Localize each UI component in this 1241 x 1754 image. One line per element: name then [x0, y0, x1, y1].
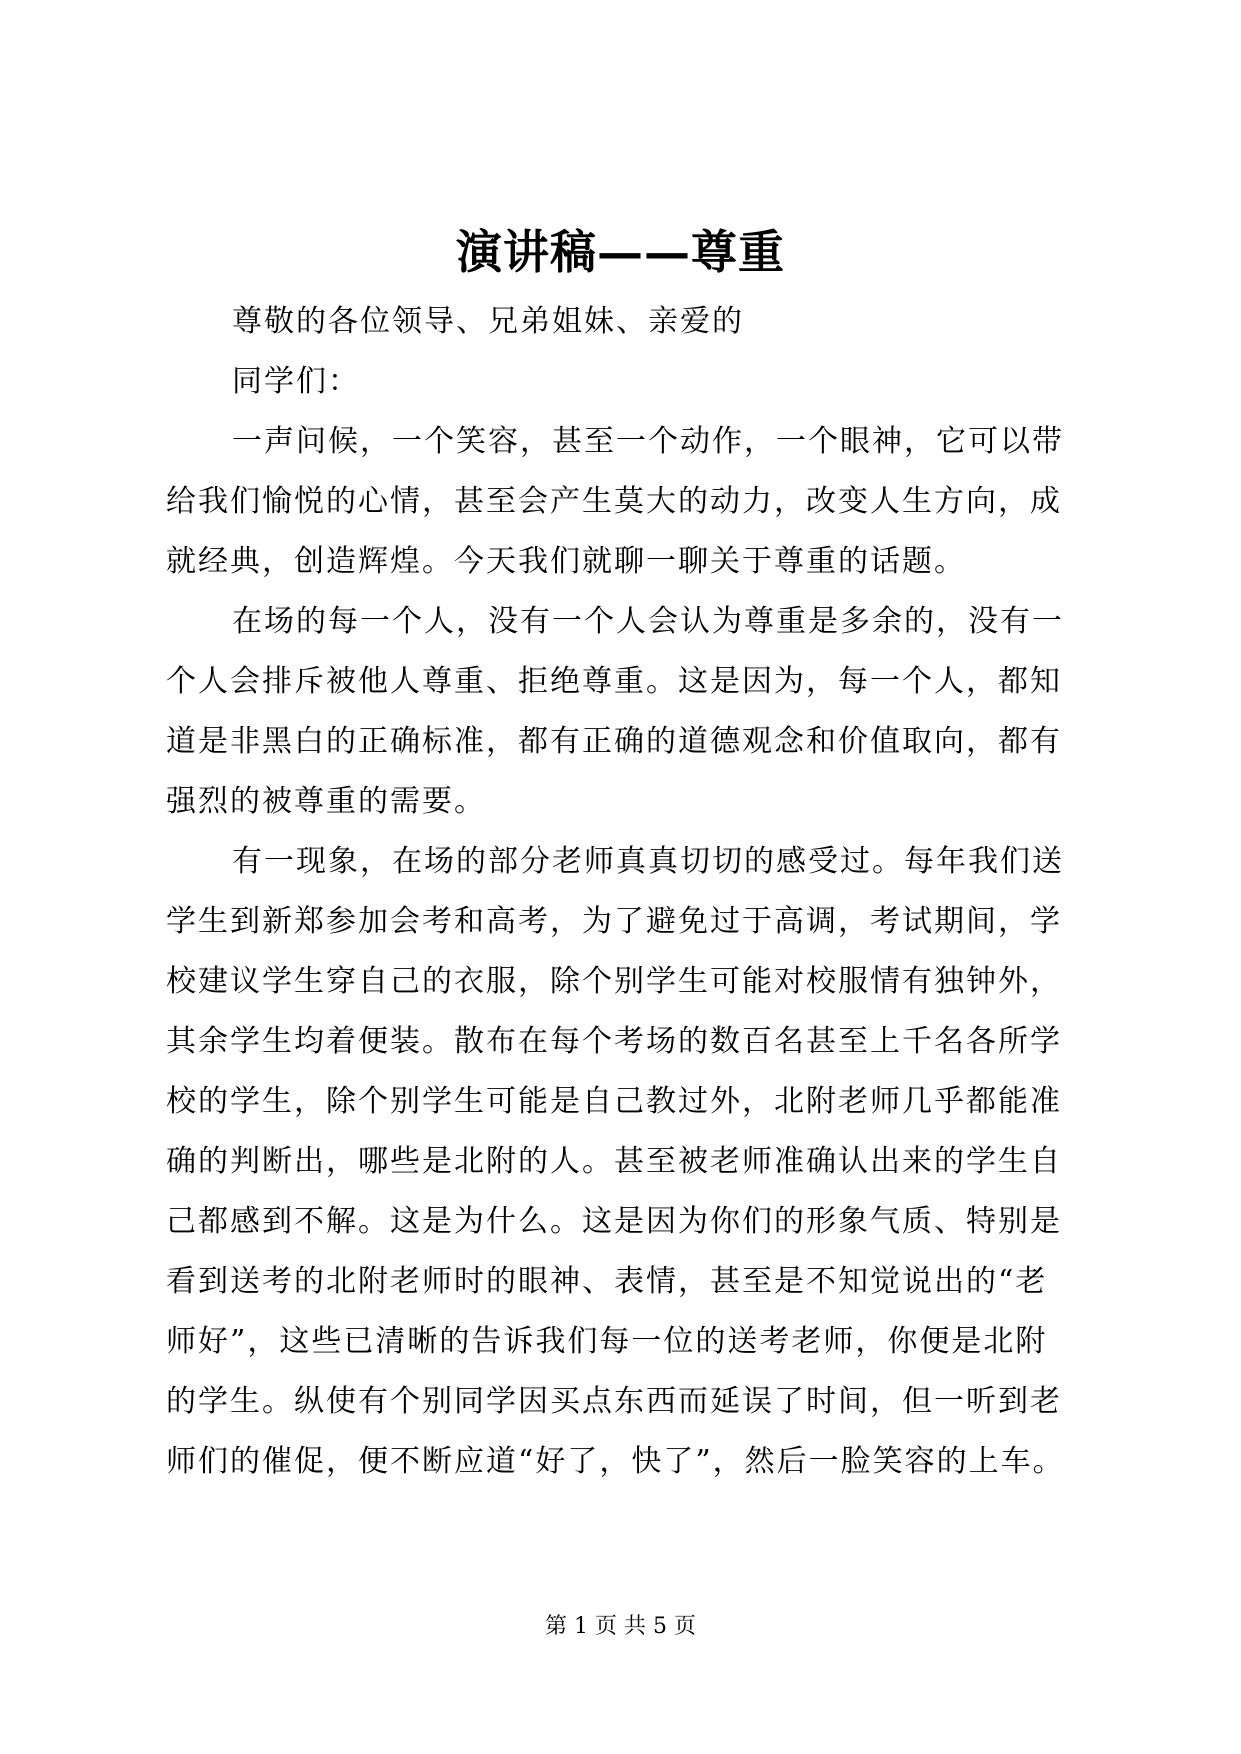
text-line: 个人会排斥被他人尊重、拒绝尊重。这是因为，每一个人，都知 [166, 664, 1062, 699]
document-body [166, 292, 1086, 1492]
text-line: 的学生。纵使有个别同学因买点东西而延误了时间，但一听到老 [166, 1384, 1062, 1419]
text-line: 其余学生均着便装。散布在每个考场的数百名甚至上千名各所学 [166, 1024, 1062, 1059]
text-line: 己都感到不解。这是为什么。这是因为你们的形象气质、特别是 [166, 1204, 1062, 1239]
text-line: 校建议学生穿自己的衣服，除个别学生可能对校服情有独钟外， [166, 964, 1062, 999]
text-line: 师们的催促，便不断应道“好了，快了”，然后一脸笑容的上车。 [166, 1444, 1065, 1479]
text-line: 确的判断出，哪些是北附的人。甚至被老师准确认出来的学生自 [166, 1144, 1062, 1179]
text-line: 同学们： [232, 364, 360, 399]
text-line: 有一现象，在场的部分老师真真切切的感受过。每年我们送 [232, 844, 1064, 879]
text-line: 看到送考的北附老师时的眼神、表情，甚至是不知觉说出的“老 [166, 1264, 1048, 1299]
document-title: 演讲稿——尊重 [456, 225, 785, 279]
text-line: 强烈的被尊重的需要。 [166, 784, 486, 819]
text-line: 就经典，创造辉煌。今天我们就聊一聊关于尊重的话题。 [166, 544, 966, 579]
text-line: 学生到新郑参加会考和高考，为了避免过于高调，考试期间，学 [166, 904, 1062, 939]
text-line: 师好”，这些已清晰的告诉我们每一位的送考老师，你便是北附 [166, 1324, 1048, 1359]
page-footer: 第 1 页 共 5 页 [545, 1614, 696, 1639]
text-line: 尊敬的各位领导、兄弟姐妹、亲爱的 [232, 304, 744, 339]
text-line: 在场的每一个人，没有一个人会认为尊重是多余的，没有一 [232, 604, 1064, 639]
text-line: 给我们愉悦的心情，甚至会产生莫大的动力，改变人生方向，成 [166, 484, 1062, 519]
text-line: 道是非黑白的正确标准，都有正确的道德观念和价值取向，都有 [166, 724, 1062, 759]
text-line: 一声问候，一个笑容，甚至一个动作，一个眼神，它可以带 [232, 424, 1064, 459]
text-line: 校的学生，除个别学生可能是自己教过外，北附老师几乎都能准 [166, 1084, 1062, 1119]
